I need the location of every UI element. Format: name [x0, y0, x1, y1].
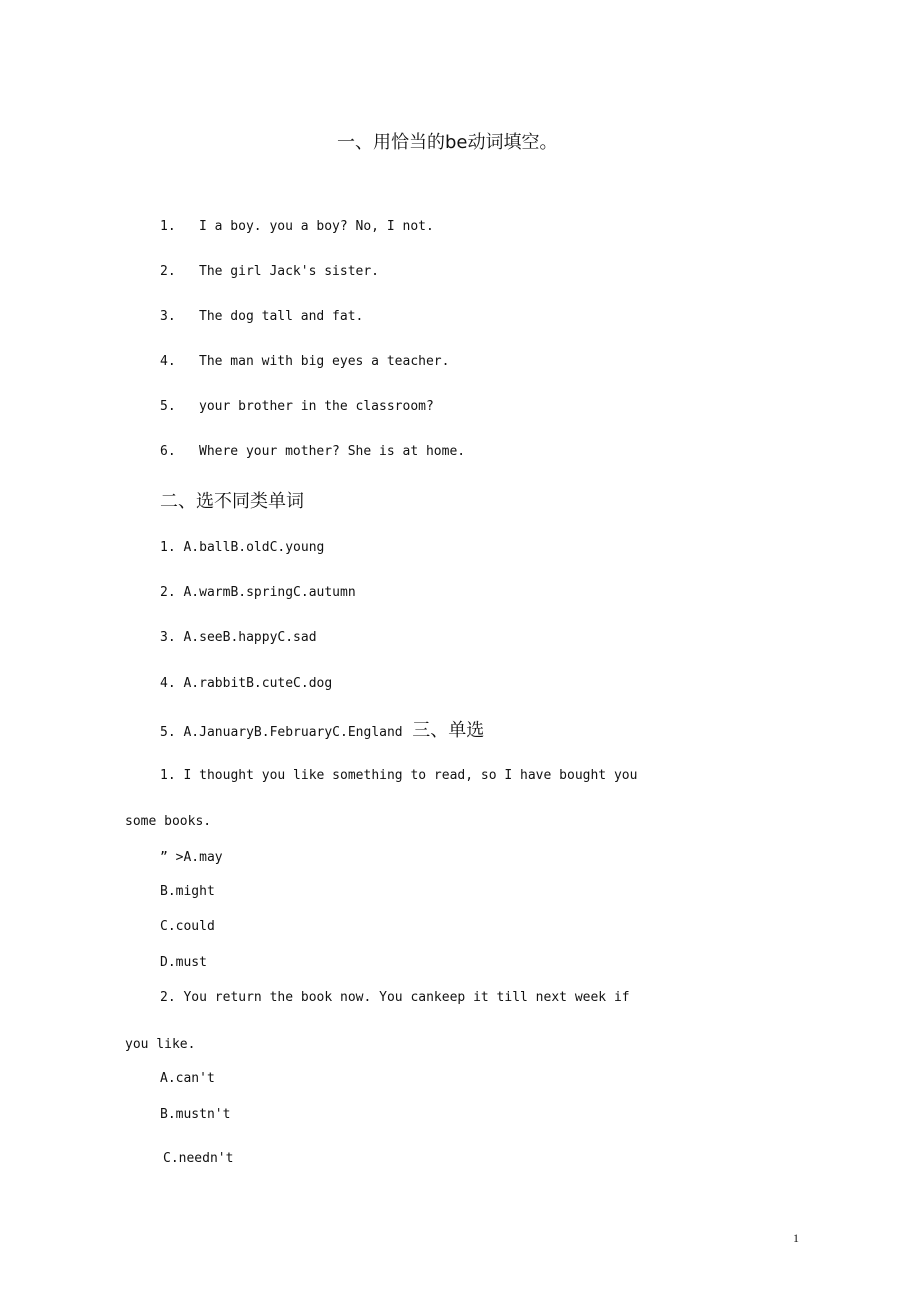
item-text: I a boy. you a boy? No, I not. [199, 219, 434, 234]
item-number: 4. [160, 354, 176, 369]
item-text: your brother in the classroom? [199, 399, 434, 414]
question-text-continued: you like. [125, 1037, 196, 1052]
item-text: The dog tall and fat. [199, 309, 364, 324]
list-item [160, 309, 363, 324]
item-number: 1. [160, 219, 176, 234]
option: C.needn't [163, 1151, 234, 1166]
question-text: 1. I thought you like something to read, so I have bought you [160, 768, 638, 783]
list-item [160, 399, 434, 414]
item-number: 3. [160, 309, 176, 324]
option: A.can't [160, 1071, 215, 1086]
option: C.could [160, 919, 215, 934]
list-item [160, 444, 465, 459]
item-number: 6. [160, 444, 176, 459]
section3-heading: 三、单选 [412, 720, 485, 741]
list-item: 3. A.seeB.happyC.sad [160, 630, 317, 645]
item-text: Where your mother? She is at home. [199, 444, 466, 459]
page-number: 1 [793, 1231, 799, 1245]
item-number: 5. [160, 399, 176, 414]
item-number: 2. [160, 264, 176, 279]
list-item [160, 219, 434, 234]
list-item [160, 354, 449, 369]
option: B.mustn't [160, 1107, 231, 1122]
list-item: 2. A.warmB.springC.autumn [160, 585, 356, 600]
option: D.must [160, 955, 207, 970]
option: ” >A.may [160, 850, 223, 865]
list-item: 1. A.ballB.oldC.young [160, 540, 325, 555]
item-text: 5. A.JanuaryB.FebruaryC.England [160, 725, 403, 740]
page-title: 一、用恰当的be动词填空。 [337, 132, 558, 153]
list-item [160, 716, 484, 742]
section2-heading: 二、选不同类单词 [160, 491, 304, 512]
item-text: The man with big eyes a teacher. [199, 354, 450, 369]
item-text: The girl Jack's sister. [199, 264, 380, 279]
list-item [160, 264, 379, 279]
question-text-continued: some books. [125, 814, 212, 829]
question-text: 2. You return the book now. You cankeep it till next week if [160, 990, 630, 1005]
list-item: 4. A.rabbitB.cuteC.dog [160, 676, 333, 691]
option: B.might [160, 884, 215, 899]
